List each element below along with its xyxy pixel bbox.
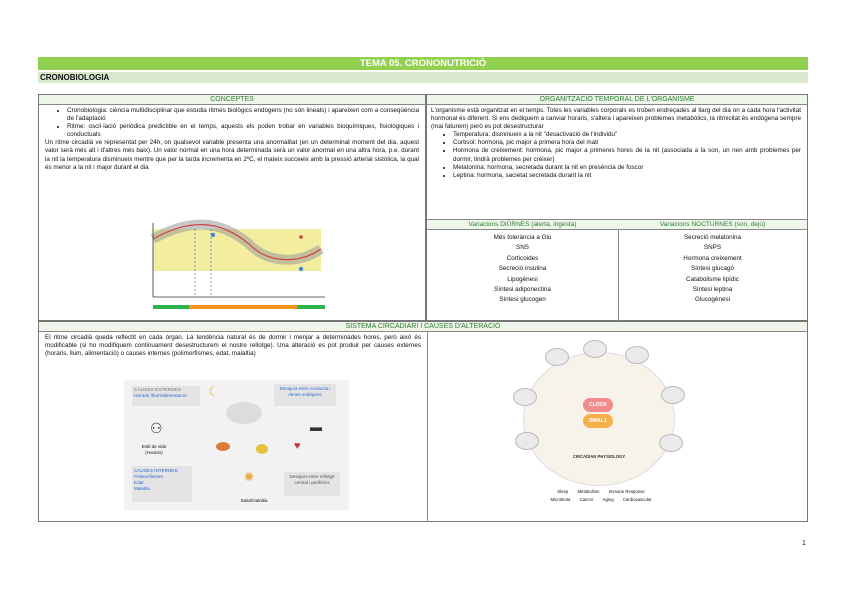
outcome-label: Aging	[602, 497, 614, 502]
variacions-table	[427, 219, 807, 322]
diurnes-item: Corticoides	[506, 254, 539, 262]
nocturnes-header: Variacions NOCTURNES (son, dejú)	[618, 220, 807, 230]
conceptes-bullet: • Cronobiologia: ciència multidisciplinar que estudia ritmes biològics endògens (no són lineals) i apareixen com a conseqüència de l'adaptació	[67, 107, 419, 123]
desajust2-box: Desajust entre rellotge central i perifèrics	[284, 472, 340, 496]
person-desk-icon: ⚇	[150, 420, 163, 436]
causes-diagram	[124, 380, 349, 510]
page-title: TEMA 05. CRONONUTRICIÓ	[38, 57, 808, 70]
heart-icon: ♥	[294, 440, 301, 452]
outcome-label: Sleep	[557, 489, 569, 494]
outcome-label: Cancer	[579, 497, 594, 502]
diurnes-item: Secreció insulina	[498, 265, 547, 273]
organitzacio-paragraph: L'organisme està organitzat en el temps. Totes les variables corporals es troben endreçades al llarg del dia on a cada hora l'activitat hormonal és diferent. Si ens dediquem a canviar horaris, s'altera i apareixen problemes metabòlics, la ritmicitat és endògena sempre (mai faturem) però es pot desestructurar	[431, 107, 801, 131]
nocturnes-item: Hormona creixement	[683, 254, 742, 262]
clock-node: CLOCK	[583, 398, 613, 412]
organ-bubble	[625, 346, 649, 364]
causes-int-item: Malaltia	[134, 486, 150, 491]
circadian-wave-chart	[139, 219, 329, 319]
organitzacio-bullet: • Cortisol: hormona, pic major a primera hora del matí	[453, 139, 801, 147]
organitzacio-bullet: • Leptina: hormona, sacietat secretada durant la nit	[453, 172, 801, 180]
organ-icon	[256, 444, 268, 454]
chart-marker	[211, 233, 215, 237]
nocturnes-column	[618, 220, 807, 322]
diurnes-item: Síntesi adiponectina	[494, 286, 551, 294]
chart-day-bar	[189, 305, 297, 309]
diurnes-column	[427, 220, 619, 322]
diurnes-header: Variacions DIÜRNES (alerta, ingesta)	[427, 220, 618, 230]
diurnes-item: Síntesi glucogen	[499, 296, 546, 304]
outcome-label: Microbiota	[550, 497, 571, 502]
causes-int-item: Edat	[134, 480, 144, 485]
organitzacio-bullet: • Hormona de creixement: hormona, pic major a primeres hores de la nit (associada a la son, un nen amb problemes per dormir, tindrà problemes per créixer)	[453, 147, 801, 163]
sistema-panel	[38, 321, 808, 522]
nocturnes-item: Síntesi glucagó	[690, 265, 735, 273]
nocturnes-item: Secreció melatonina	[683, 234, 742, 241]
causes-ext-title: CAUSES EXTERNES	[134, 388, 181, 393]
physiology-label: CIRCADIAN PHYSIOLOGY	[572, 454, 626, 459]
conceptes-header: CONCEPTES	[39, 95, 425, 105]
diurnes-item: Lipogènesi	[507, 275, 538, 283]
organ-bubble	[513, 388, 537, 406]
organ-bubble	[583, 340, 607, 358]
bmal1-node: BMAL1	[583, 414, 613, 428]
estil-label: Estil de vida (Horaris)	[141, 444, 167, 455]
moon-icon: ☾	[208, 384, 220, 399]
organ-bubble	[545, 348, 569, 366]
clock-physiology-figure	[509, 338, 689, 518]
chart-day-bar	[297, 305, 325, 309]
chart-day-bar	[153, 305, 189, 309]
nocturnes-item: Glucogènesi	[694, 296, 730, 304]
organitzacio-bullet: • Temperatura: disminueix a la nit "desactivació de l'individu"	[453, 131, 801, 139]
organ-bubble	[661, 386, 685, 404]
nocturnes-item: Síntesi leptina	[692, 286, 733, 294]
liver-icon	[216, 442, 230, 451]
outcome-label: Metabolism	[577, 489, 600, 494]
outcomes-row	[531, 488, 671, 496]
chart-marker	[299, 235, 303, 239]
organitzacio-bullet: • Melatonina: hormona, secretada durant la nit en presència de foscor	[453, 164, 801, 172]
causes-ext-sub: Horaris /llum/alimentació	[134, 394, 187, 399]
outcome-label: Immune Response	[608, 489, 645, 494]
conceptes-panel	[38, 94, 426, 321]
sistema-header: SISTEMA CIRCADIARI I CAUSES D'ALTERACIÓ	[39, 322, 807, 332]
conceptes-bullet: • Ritme: oscil·lació periòdica predictible en el temps, aquests els poden trobar en variables bioquímiques, fisiològiques i conductuals	[67, 123, 419, 139]
outcome-label: Cardiovascular	[622, 497, 652, 502]
causes-int-box	[132, 466, 192, 502]
salut-label: Salut/malaltia	[240, 498, 268, 503]
page-number: 1	[802, 540, 806, 547]
organ-bubble	[515, 432, 539, 450]
causes-int-item: Polimorfismes	[134, 474, 163, 479]
bed-icon: ▬	[310, 420, 322, 434]
causes-int-title: CAUSES INTERNES:	[134, 468, 179, 473]
organitzacio-header: ORGANITZACIÓ TEMPORAL DE L'ORGANISME	[427, 95, 807, 105]
organitzacio-panel	[426, 94, 808, 321]
organ-bubble	[659, 434, 683, 452]
diurnes-item: Més tolerància a Glu	[493, 234, 552, 241]
gear-icon: ✺	[244, 470, 255, 484]
causes-ext-box	[132, 386, 200, 406]
section-subtitle: CRONOBIOLOGIA	[38, 72, 808, 83]
sistema-paragraph: El ritme circadià queda reflectit en cada òrgan. La tendència natural és de dormir i menjar a determinades hores, però això és modificable (si ho modifiquem continuament desestructurem el nostre rellotge). Una alteració es pot produir per causes externes (horaris, llum, alimentació) o causes internes (polimorfismes, edat, malaltia)	[45, 334, 421, 358]
nocturnes-item: Catabolisme lipídic	[686, 275, 739, 283]
nocturnes-item: SNPS	[703, 244, 722, 252]
chart-marker	[299, 267, 303, 271]
brain-icon	[226, 402, 262, 424]
diurnes-item: SNS	[516, 244, 529, 252]
desajust1-box: Desajust entre conducta i ritmes endògens	[274, 384, 336, 406]
outcomes-row	[523, 496, 679, 504]
conceptes-paragraph: Un ritme circadià ve representat per 24h, on qualsevol variable presenta una anormalitat (en un determinat moment del dia, aquest valor serà més alt i d'altres més baix). Un valor normal en una hora determinada serà un valor anormal en una altra hora, p.e. durant la nit la temperatura disminueix mentre que per la tarda incrementa en 2ºC, el mateix succeeix amb la pressió arterial sistòlica, la qual és menor a la nit i major durant el dia	[45, 139, 419, 171]
